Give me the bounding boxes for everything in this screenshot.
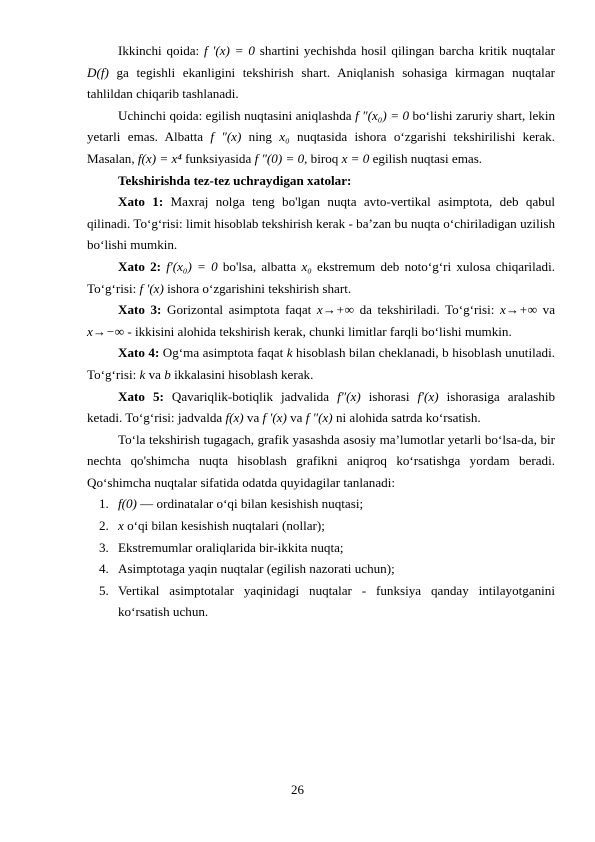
bold-text: Xato 4: [118, 345, 160, 361]
list-item [87, 493, 555, 515]
text-segment: hisoblash bilan cheklanadi, b hisoblash unutiladi. To‘g‘risi: [87, 345, 555, 382]
text-segment: va [145, 366, 165, 382]
text-segment: va [243, 410, 263, 426]
paragraph-second-stage [87, 40, 555, 105]
text-segment: ishorasi [360, 388, 418, 404]
text-segment: bo'lsa, albatta [217, 258, 302, 274]
math-expression: f(x) [225, 410, 244, 426]
text-segment: - ikkisini alohida tekshirish kerak, chunki limitlar farqli bo‘lishi mumkin. [124, 323, 512, 339]
page-number: 26 [291, 782, 304, 797]
text-segment: bo‘lishi zaruriy shart, lekin yetarli emas. Albatta [87, 107, 555, 145]
text-segment: funksiyasida [181, 150, 255, 166]
math-expression: f′(x₀) = 0 [166, 258, 218, 274]
bold-text: Xato 5: [118, 388, 164, 404]
text-segment: egilish nuqtasi emas. [369, 150, 483, 166]
text-segment: ga tegishli ekanligini tekshirish shart. Aniqlanish sohasiga kirmagan nuqtalar tahlildan chiqarib tashlanadi. [87, 64, 555, 102]
text-segment: , biroq [304, 150, 342, 166]
bold-text: Xato 1: [118, 194, 164, 210]
math-expression: f ″(x₀) = 0 [355, 107, 410, 123]
list-number: 4. [99, 561, 109, 577]
text-segment: ning [241, 129, 280, 145]
text-segment: va [286, 410, 306, 426]
text-segment: shartini yechishda hosil qilingan barcha kritik nuqtalar [254, 43, 555, 58]
list-number: 2. [99, 518, 109, 534]
text-segment: o‘qi bilan kesishish nuqtalari (nollar); [123, 518, 325, 534]
error-3 [87, 299, 555, 342]
errors-list [87, 191, 555, 429]
math-expression: x [118, 518, 124, 534]
text-segment: ekstremum deb noto‘g‘ri xulosa chiqariladi. To‘g‘risi: [87, 258, 555, 296]
text-segment: Ikkinchi qoida: [118, 43, 205, 58]
list-item [87, 558, 555, 580]
bold-text: Xato 3: [118, 302, 162, 318]
list-item [87, 515, 555, 537]
math-expression: k [286, 345, 293, 361]
math-expression: D(f) [87, 64, 109, 80]
math-expression: f(0) [118, 496, 137, 512]
text-segment: Ekstremumlar oraliqlarida bir-ikkita nuqta; [118, 539, 344, 555]
math-expression: x→+∞ [316, 302, 354, 318]
text-segment: Qavariqlik-botiqlik jadvalida [163, 388, 338, 404]
text-segment: Uchinchi qoida: egilish nuqtasini aniqlashda [118, 107, 356, 123]
text-segment: va [537, 302, 556, 318]
math-expression: x₀ [279, 129, 290, 145]
text-segment: To‘la tekshirish tugagach, grafik yasashda asosiy ma’lumotlar yetarli bo‘lsa-da, bir nechta qo'shimcha nuqta hisoblash grafikni aniqroq ko‘rsatishga yordam beradi. Qo‘shimcha nuqtalar sifatida odatda quyidagilar tanlanadi: [87, 431, 555, 490]
list-item [87, 537, 555, 559]
text-segment: da tekshiriladi. To‘g‘risi: [353, 302, 500, 318]
math-expression: x = 0 [341, 150, 370, 166]
text-segment: Asimptotaga yaqin nuqtalar (egilish nazorati uchun); [118, 561, 395, 577]
bold-text: Xato 2: [118, 258, 162, 274]
list-number: 5. [99, 582, 109, 598]
text-segment: Gorizontal asimptota faqat [161, 302, 317, 318]
math-expression: k [139, 366, 146, 382]
math-expression: b [164, 366, 171, 382]
text-segment: Vertikal asimptotalar yaqinidagi nuqtalar - funksiya qanday intilayotganini ko‘rsatish uchun. [118, 582, 555, 620]
error-5 [87, 386, 555, 429]
math-expression: f ′(x) [139, 280, 164, 296]
text-segment: ni alohida satrda ko‘rsatish. [332, 410, 481, 426]
math-expression: f ′(x) = 0 [204, 43, 255, 58]
text-segment: ishora o‘zgarishini tekshirish shart. [163, 280, 352, 296]
error-2 [87, 256, 555, 299]
math-expression: x→+∞ [499, 302, 538, 318]
list-number: 1. [99, 496, 109, 512]
list-number: 3. [99, 539, 109, 555]
error-4 [87, 342, 555, 385]
math-expression: f ′(x) [262, 410, 287, 426]
error-1 [87, 191, 555, 256]
section-heading: Tekshirishda tez-tez uchraydigan xatolar: [118, 172, 352, 188]
page-content [87, 40, 555, 623]
intro-paragraphs [87, 40, 555, 170]
text-segment: ikkalasini hisoblash kerak. [170, 366, 314, 382]
paragraph-third-stage [87, 105, 555, 170]
list-item [87, 580, 555, 623]
text-segment: Maxraj nolga teng bo'lgan nuqta avto-vertikal asimptota, deb qabul qilinadi. To‘g‘risi: limit hisoblab tekshirish kerak - ba’zan bu nuqta o‘chiriladigan uzilish bo‘lishi mumkin. [87, 194, 555, 253]
math-expression: f ″(x) [305, 410, 333, 426]
math-expression: f′(x) [417, 388, 439, 404]
math-expression: x₀ [301, 258, 312, 274]
closing-paragraph [87, 429, 555, 494]
additional-points-list [87, 493, 555, 623]
text-segment: nuqtasida ishora o‘zgarishi tekshirilishi kerak. Masalan, [87, 129, 555, 166]
math-expression: x→−∞ [87, 323, 125, 339]
math-expression: f ″(0) = 0 [254, 150, 305, 166]
text-segment: ishorasiga aralashib ketadi. To‘g‘risi: jadvalda [87, 388, 556, 426]
text-segment: — ordinatalar o‘qi bilan kesishish nuqtasi; [136, 496, 364, 512]
math-expression: f ″(x) [210, 129, 242, 145]
text-segment: Og‘ma asimptota faqat [159, 345, 287, 361]
math-expression: f″(x) [337, 388, 361, 404]
math-expression: f(x) = x⁴ [137, 150, 182, 166]
